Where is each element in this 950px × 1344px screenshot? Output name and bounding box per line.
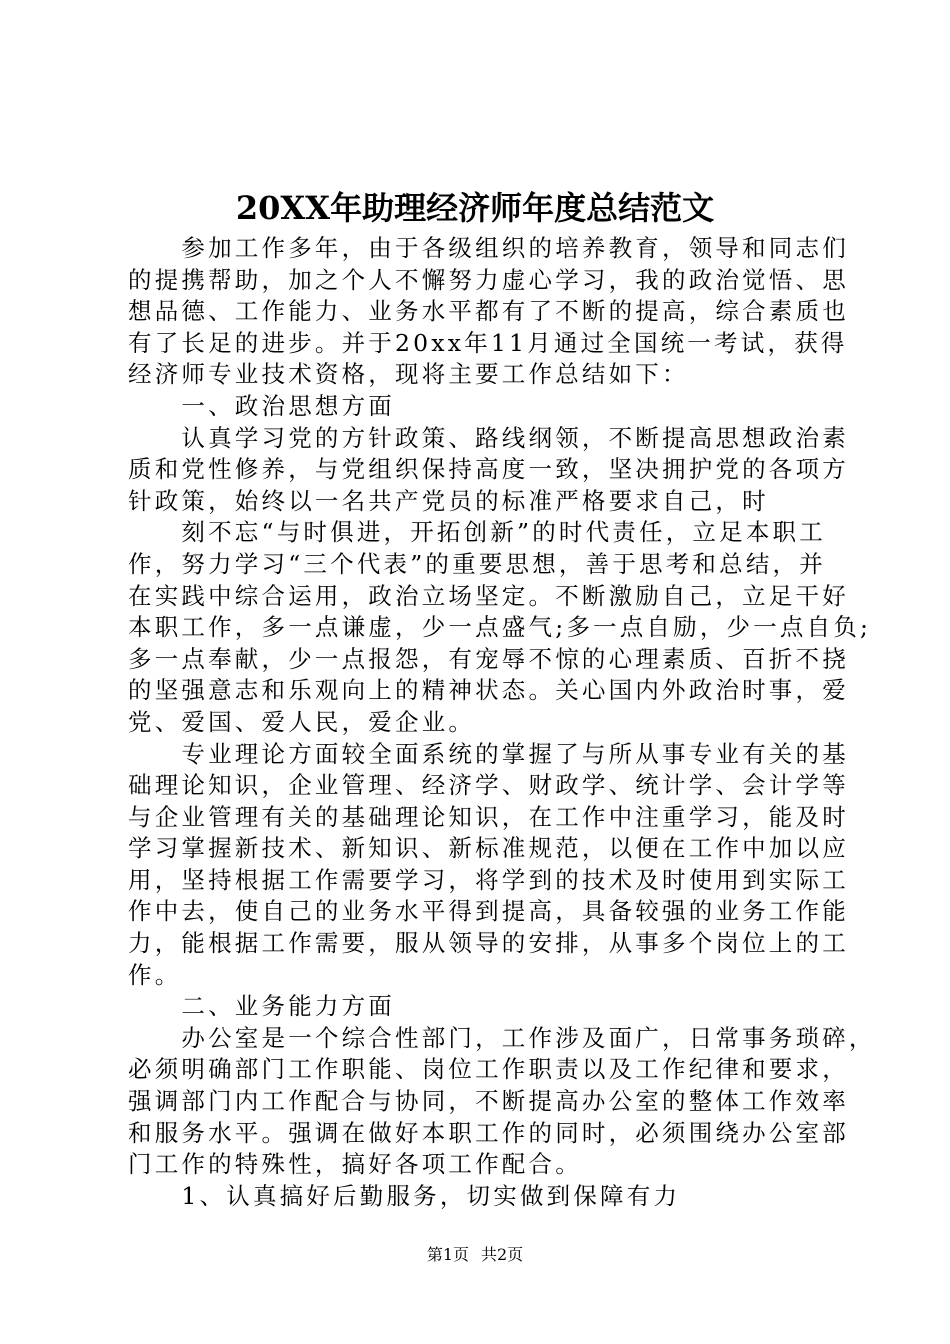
section-heading: 一、政治思想方面 <box>128 391 395 420</box>
body-line: 础理论知识，企业管理、经济学、财政学、统计学、会计学等 <box>128 771 849 800</box>
body-line: 认真学习党的方针政策、路线纲领，不断提高思想政治素 <box>128 423 849 452</box>
body-line: 必须明确部门工作职能、岗位工作职责以及工作纪律和要求， <box>128 1055 849 1084</box>
body-line: 经济师专业技术资格，现将主要工作总结如下： <box>128 360 689 389</box>
body-line: 的提携帮助，加之个人不懈努力虚心学习，我的政治觉悟、思 <box>128 265 849 294</box>
body-line: 刻不忘“与时俱进，开拓创新”的时代责任，立足本职工 <box>128 518 826 547</box>
body-line: 强调部门内工作配合与协同，不断提高办公室的整体工作效率 <box>128 1087 849 1116</box>
body-line: 本职工作，多一点谦虚，少一点盛气;多一点自励，少一点自负; <box>128 613 872 642</box>
body-line: 学习掌握新技术、新知识、新标准规范，以便在工作中加以应 <box>128 834 849 863</box>
body-line: 想品德、工作能力、业务水平都有了不断的提高，综合素质也 <box>128 297 849 326</box>
body-line: 有了长足的进步。并于20xx年11月通过全国统一考试，获得 <box>128 328 848 357</box>
document-body <box>128 233 876 1212</box>
body-line: 在实践中综合运用，政治立场坚定。不断激励自己，立足干好 <box>128 581 849 610</box>
body-line: 和服务水平。强调在做好本职工作的同时，必须围绕办公室部 <box>128 1118 849 1147</box>
body-line: 参加工作多年，由于各级组织的培养教育，领导和同志们 <box>128 234 849 262</box>
body-line: 作，努力学习“三个代表”的重要思想，善于思考和总结，并 <box>128 549 826 578</box>
body-line: 多一点奉献，少一点报怨，有宠辱不惊的心理素质、百折不挠 <box>128 644 849 673</box>
body-line: 作中去，使自己的业务水平得到提高，具备较强的业务工作能 <box>128 897 849 926</box>
document-title: 20XX年助理经济师年度总结范文 <box>235 189 715 227</box>
body-line: 的坚强意志和乐观向上的精神状态。关心国内外政治时事，爱 <box>128 676 849 705</box>
page-number: 第1页 <box>426 1245 469 1264</box>
section-heading: 二、业务能力方面 <box>128 992 395 1021</box>
body-line: 质和党性修养，与党组织保持高度一致，坚决拥护党的各项方 <box>128 455 849 484</box>
page-total: 共2页 <box>481 1245 524 1264</box>
body-line: 办公室是一个综合性部门，工作涉及面广，日常事务琐碎， <box>128 1023 876 1052</box>
body-line: 与企业管理有关的基础理论知识，在工作中注重学习，能及时 <box>128 802 849 831</box>
subsection-heading: 1、认真搞好后勤服务，切实做到保障有力 <box>128 1181 681 1210</box>
body-line: 作。 <box>128 960 182 989</box>
body-line: 力，能根据工作需要，服从领导的安排，从事多个岗位上的工 <box>128 929 849 958</box>
body-line: 专业理论方面较全面系统的掌握了与所从事专业有关的基 <box>128 739 849 768</box>
body-line: 党、爱国、爱人民，爱企业。 <box>128 707 476 736</box>
body-line: 用，坚持根据工作需要学习，将学到的技术及时使用到实际工 <box>128 865 849 894</box>
body-line: 针政策，始终以一名共产党员的标准严格要求自己，时 <box>128 486 769 515</box>
page-footer <box>0 1244 950 1266</box>
body-line: 门工作的特殊性，搞好各项工作配合。 <box>128 1150 582 1179</box>
